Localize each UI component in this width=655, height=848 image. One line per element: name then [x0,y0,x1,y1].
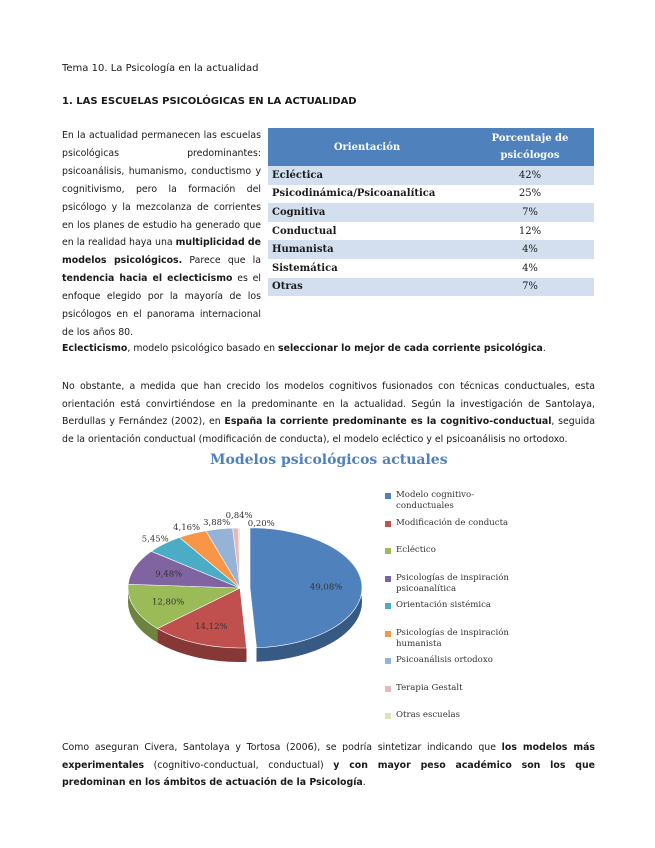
table-row [268,240,594,259]
table-row [268,166,594,185]
p2-bold-1: España la corriente predominante es la cognitivo-conductual [224,416,552,427]
row-value: 7% [466,278,594,297]
legend-label: Modificación de conducta [396,517,509,528]
p1-text-2: . [542,343,546,354]
legend-swatch [385,686,391,692]
section-title: 1. LAS ESCUELAS PSICOLÓGICAS EN LA ACTUALIDAD [62,96,357,107]
p3-text-3: . [362,777,366,788]
legend-item [385,490,526,512]
legend-swatch [385,548,391,554]
legend-swatch [385,603,391,609]
intro-text-1: En la actualidad permanecen las escuelas psicológicas predominantes: psicoanálisis, humanismo, conductismo y cognitivismo, pero la formación del psicólogo y la mezcolanza de corrientes en los planes de estudio ha generado que en la realidad haya una [62,130,261,249]
row-value: 25% [518,188,542,200]
row-value: 12% [518,225,542,237]
conclusion-paragraph [62,739,595,792]
header-percentage: Porcentaje de psicólogos [466,128,594,166]
page-header: Tema 10. La Psicología en la actualidad [62,63,259,74]
row-name: Humanista [268,240,466,259]
legend-label: Terapia Gestalt [396,682,463,693]
row-value: 7% [466,203,594,222]
pie-data-label: 12,80% [151,597,185,608]
legend-swatch [385,631,391,637]
orientation-table [268,128,594,296]
legend-item [385,628,526,650]
p3-bold-2: y con mayor peso académico son los que predominan en los ámbitos de actuación de la Psicología [62,759,596,788]
header-orientation: Orientación [268,128,466,166]
intro-bold-2: tendencia hacia el eclecticismo [62,273,233,285]
legend-swatch [385,493,391,499]
row-value: 4% [466,240,594,259]
legend-label: Orientación sistémica [396,600,492,610]
legend-label: Modelo cognitivo-conductuales [396,490,475,511]
p1-bold-2: seleccionar lo mejor de cada corriente psicológica [278,343,543,354]
chart-title: Modelos psicológicos actuales [210,452,448,468]
legend-swatch [385,576,391,582]
row-name: Otras [268,278,466,297]
eclecticism-definition [62,343,546,354]
legend-item [385,518,526,529]
intro-text-2: Parece que la [182,255,262,267]
row-name: Sistemática [272,262,338,274]
table-row [268,259,594,278]
legend-item [385,573,526,595]
p2-text-2: , seguida de la orientación conductual (modificación de conducta), el modelo ecléctico y el psicoanálisis no ortodoxo. [62,416,596,445]
table-row [268,222,594,241]
row-name: Conductual [272,225,337,237]
table-header-row [268,128,594,166]
row-name: Psicodinámica/Psicoanalítica [272,188,436,200]
pie-data-label: 0,84% [225,510,253,521]
table-row [268,278,594,297]
legend-item [385,683,526,694]
row-name: Cognitiva [268,203,466,222]
p3-text-1: Como aseguran Civera, Santolaya y Tortosa (2006), se podría sintetizar indicando que [62,742,502,753]
pie-data-label: 4,16% [173,523,201,534]
legend-swatch [385,658,391,664]
legend-item [385,600,526,611]
legend-label: Psicoanálisis ortodoxo [396,655,493,665]
row-value: 4% [522,262,538,274]
legend-item [385,545,526,556]
pie-data-label: 5,45% [141,534,169,545]
legend-item [385,710,526,721]
pie-data-label: 9,48% [155,569,183,580]
legend-swatch [385,713,391,719]
intro-paragraph [62,127,261,342]
intro-text-3: es el enfoque elegido por la mayoría de los psicólogos en el panorama internacional de los años 80. [62,273,261,338]
legend-label: Psicologías de inspiración humanista [396,627,509,649]
p2-text-1: No obstante, a medida que han crecido los modelos cognitivos fusionados con técnicas conductuales, esta orientación está convirtiéndose en la predominante en la actualidad. Según la investigación de Santolaya, Berdullas y Fernández (2002), en [62,381,595,427]
p1-bold-1: Eclecticismo [62,343,128,354]
pie-chart [110,500,370,680]
table-row [268,203,594,222]
pie-data-label: 3,88% [203,517,231,528]
p3-text-2: (cognitivo-conductual, conductual) [144,759,334,771]
p1-text-1: , modelo psicológico basado en [127,343,279,354]
pie-data-label: 49,08% [309,582,343,593]
table-row [268,185,594,204]
row-value: 42% [466,166,594,185]
legend-swatch [385,521,391,527]
legend-label: Ecléctico [396,545,436,555]
row-name: Ecléctica [268,166,466,185]
legend-label: Otras escuelas [396,710,461,720]
legend-label: Psicologías de inspiración psicoanalítica [396,572,509,594]
spain-paragraph [62,378,595,448]
intro-bold-1: multiplicidad de modelos psicológicos. [62,237,261,267]
pie-data-label: 0,20% [247,518,275,529]
pie-data-label: 14,12% [195,621,228,632]
p3-bold-1: los modelos más experimentales [62,742,595,771]
legend-item [385,655,526,666]
